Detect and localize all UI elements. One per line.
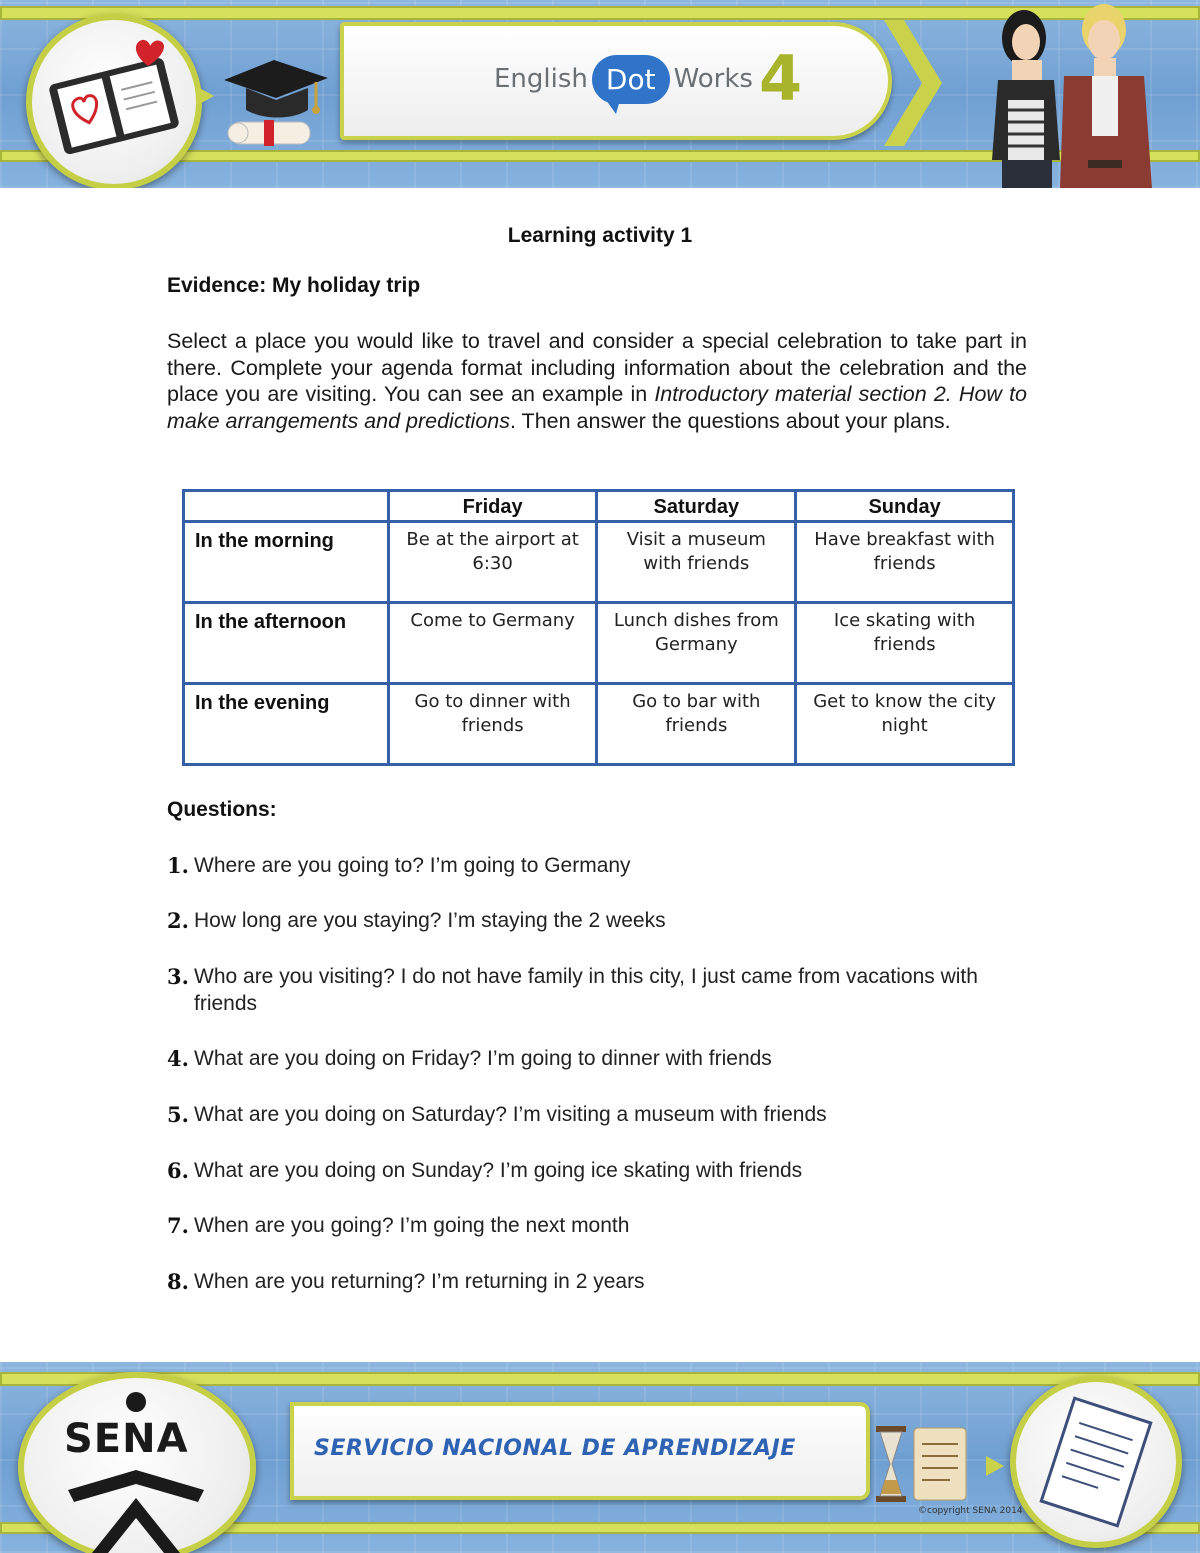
- hourglass-icon: [870, 1420, 980, 1510]
- agenda-table: [182, 489, 1015, 766]
- question-item: [167, 1045, 1037, 1072]
- graduation-cap-icon: [216, 48, 336, 158]
- agenda-cell: Be at the airport at 6:30: [388, 522, 597, 603]
- agenda-header-row: [184, 491, 1014, 522]
- certificate-icon: [1016, 1382, 1176, 1542]
- chevron-right-icon: [884, 20, 944, 146]
- question-number: 1.: [167, 853, 189, 878]
- arrow-right-icon: [194, 84, 216, 108]
- agenda-col-friday: Friday: [388, 491, 597, 522]
- instructions-paragraph: [167, 328, 1027, 434]
- agenda-row-label: In the evening: [184, 684, 389, 765]
- institution-plate: [290, 1402, 870, 1500]
- question-text: Where are you going to? I’m going to Germany: [194, 854, 631, 877]
- page-title: Learning activity 1: [507, 224, 693, 247]
- footer-banner: [0, 1362, 1200, 1553]
- sena-logo: [48, 1380, 228, 1553]
- logo-number: 4: [758, 42, 803, 115]
- agenda-row-label: In the morning: [184, 522, 389, 603]
- question-text: How long are you staying? I’m staying the 2 weeks: [194, 909, 666, 932]
- question-item: [167, 907, 1037, 934]
- question-text: What are you doing on Sunday? I’m going ice skating with friends: [194, 1159, 803, 1182]
- sena-logo-badge: [18, 1372, 256, 1553]
- agenda-cell: Visit a museum with friends: [597, 522, 796, 603]
- heart-tablet-badge: [26, 14, 202, 188]
- agenda-row-morning: [184, 522, 1014, 603]
- question-number: 4.: [167, 1046, 189, 1071]
- certificate-badge: [1010, 1376, 1182, 1548]
- question-item: [167, 852, 1037, 879]
- heart-tablet-icon: [32, 20, 196, 184]
- question-number: 5.: [167, 1102, 189, 1127]
- copyright-text: ©copyright SENA 2014: [918, 1506, 1023, 1516]
- logo-word-english: English: [494, 64, 588, 94]
- evidence-heading: Evidence: My holiday trip: [167, 274, 421, 297]
- agenda-cell: Have breakfast with friends: [796, 522, 1014, 603]
- agenda-cell: Go to dinner with friends: [388, 684, 597, 765]
- header-banner: [0, 0, 1200, 188]
- agenda-cell: Get to know the city night: [796, 684, 1014, 765]
- scroll-icon: [914, 1428, 966, 1500]
- question-item: [167, 1101, 1037, 1128]
- sena-logo-text: SENA: [64, 1416, 189, 1462]
- questions-heading: Questions:: [167, 798, 277, 821]
- diploma-icon: [228, 120, 310, 146]
- question-number: 7.: [167, 1213, 189, 1238]
- arrow-right-icon: [984, 1454, 1006, 1478]
- question-number: 8.: [167, 1269, 189, 1294]
- institution-name: SERVICIO NACIONAL DE APRENDIZAJE: [314, 1436, 796, 1461]
- instructions-text-1: Select a place you would like to travel and consider a special celebration to take part in there. Complete your agenda format including information about the celebration and the place you are visiting. You can see an example in: [167, 329, 1027, 406]
- agenda-row-label: In the afternoon: [184, 603, 389, 684]
- question-item: [167, 963, 1037, 1017]
- question-item: [167, 1268, 1037, 1295]
- question-item: [167, 1157, 1037, 1184]
- logo-word-works: Works: [673, 64, 753, 94]
- question-text: What are you doing on Saturday? I’m visiting a museum with friends: [194, 1103, 827, 1126]
- instructions-text-2: . Then answer the questions about your plans.: [510, 408, 951, 433]
- question-number: 3.: [167, 964, 189, 989]
- logo-word-dot: Dot: [592, 55, 670, 104]
- question-number: 2.: [167, 908, 189, 933]
- agenda-col-sunday: Sunday: [796, 491, 1014, 522]
- question-number: 6.: [167, 1158, 189, 1183]
- question-text: What are you doing on Friday? I’m going to dinner with friends: [194, 1047, 772, 1070]
- question-text: When are you going? I’m going the next month: [194, 1214, 630, 1237]
- agenda-cell: Ice skating with friends: [796, 603, 1014, 684]
- logo-plate: [340, 22, 892, 140]
- students-illustration: [968, 0, 1168, 188]
- agenda-cell: Go to bar with friends: [597, 684, 796, 765]
- question-text: When are you returning? I’m returning in 2 years: [194, 1270, 645, 1293]
- agenda-corner-cell: [184, 491, 389, 522]
- agenda-row-evening: [184, 684, 1014, 765]
- question-text: Who are you visiting? I do not have family in this city, I just came from vacations with friends: [194, 965, 978, 1015]
- english-dot-works-logo: [494, 42, 803, 115]
- agenda-row-afternoon: [184, 603, 1014, 684]
- question-item: [167, 1212, 1037, 1239]
- instructions-italic-reference: Introductory material section 2. How to make arrangements and predictions: [167, 382, 1027, 433]
- agenda-col-saturday: Saturday: [597, 491, 796, 522]
- agenda-cell: Lunch dishes from Germany: [597, 603, 796, 684]
- agenda-cell: Come to Germany: [388, 603, 597, 684]
